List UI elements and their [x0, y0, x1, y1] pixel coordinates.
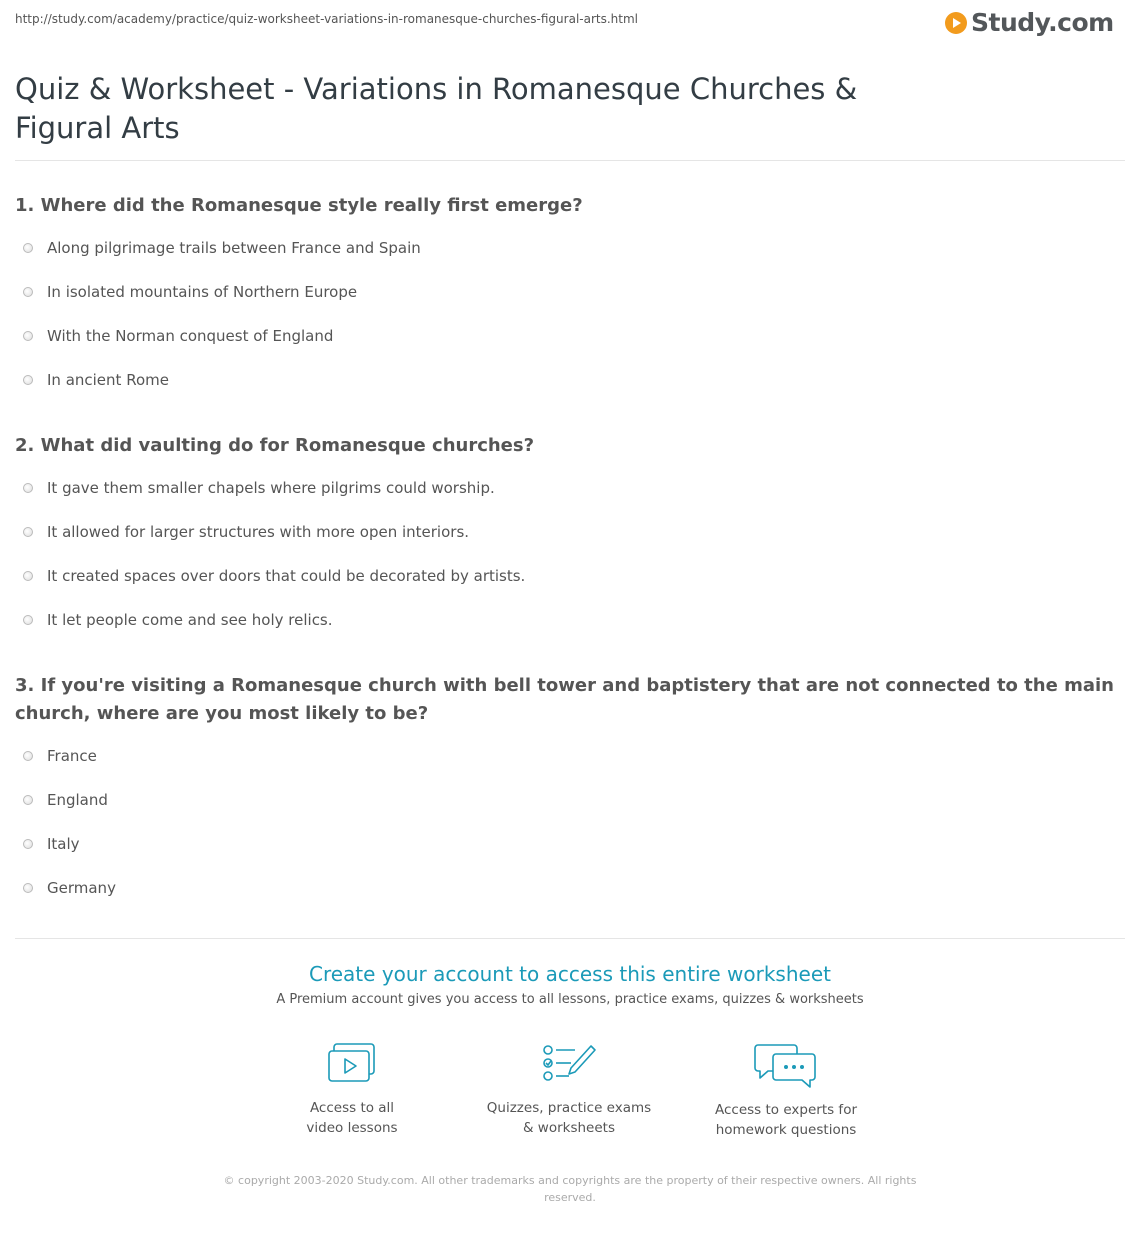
- answer-label: It let people come and see holy relics.: [47, 611, 333, 629]
- feature-quizzes: [474, 1042, 664, 1138]
- radio-button[interactable]: [23, 527, 33, 537]
- question-2: 2. What did vaulting do for Romanesque churches?: [15, 435, 535, 456]
- answer-label: France: [47, 747, 97, 765]
- page-url: http://study.com/academy/practice/quiz-worksheet-variations-in-romanesque-churches-figural-arts.html: [15, 12, 638, 26]
- feature-experts: [691, 1042, 881, 1140]
- question-3: 3. If you're visiting a Romanesque church with bell tower and baptistery that are not connected to the main church, where are you most likely to be?: [15, 675, 1114, 724]
- section-divider: [15, 938, 1125, 939]
- answer-label: It gave them smaller chapels where pilgrims could worship.: [47, 479, 495, 497]
- study-logo[interactable]: [945, 8, 1114, 37]
- feature-label: homework questions: [715, 1122, 857, 1138]
- answer-option[interactable]: [23, 835, 80, 853]
- answer-option[interactable]: [23, 479, 495, 497]
- answer-label: With the Norman conquest of England: [47, 327, 334, 345]
- feature-label: video lessons: [306, 1120, 398, 1136]
- answer-option[interactable]: [23, 371, 169, 389]
- answer-option[interactable]: [23, 523, 469, 541]
- answer-label: In isolated mountains of Northern Europe: [47, 283, 358, 301]
- copyright-text: © copyright 2003-2020 Study.com. All other trademarks and copyrights are the property of their respective owners. All rights reserved.: [223, 1174, 917, 1204]
- feature-label: Access to all: [309, 1100, 395, 1116]
- video-lessons-icon: [326, 1042, 378, 1086]
- radio-button[interactable]: [23, 839, 33, 849]
- logo-text: Study.com: [971, 8, 1114, 37]
- answer-label: In ancient Rome: [47, 371, 169, 389]
- cta-subtitle: A Premium account gives you access to all lessons, practice exams, quizzes & worksheets: [276, 992, 864, 1007]
- radio-button[interactable]: [23, 483, 33, 493]
- play-logo-icon: [945, 12, 967, 34]
- answer-option[interactable]: [23, 611, 333, 629]
- answer-label: Along pilgrimage trails between France and Spain: [47, 239, 421, 257]
- answer-label: England: [47, 791, 108, 809]
- radio-button[interactable]: [23, 287, 33, 297]
- question-1: 1. Where did the Romanesque style really first emerge?: [15, 195, 583, 216]
- feature-label: Quizzes, practice exams: [486, 1100, 652, 1116]
- answer-label: It created spaces over doors that could be decorated by artists.: [47, 567, 526, 585]
- radio-button[interactable]: [23, 795, 33, 805]
- radio-button[interactable]: [23, 375, 33, 385]
- feature-video-lessons: [257, 1042, 447, 1138]
- answer-option[interactable]: [23, 239, 421, 257]
- radio-button[interactable]: [23, 243, 33, 253]
- chat-bubbles-icon: [754, 1042, 818, 1088]
- feature-label: & worksheets: [522, 1120, 615, 1136]
- answer-option[interactable]: [23, 283, 357, 301]
- page-title: Quiz & Worksheet - Variations in Romanesque Churches & Figural Arts: [15, 72, 858, 145]
- answer-option[interactable]: [23, 327, 333, 345]
- radio-button[interactable]: [23, 615, 33, 625]
- answer-option[interactable]: [23, 747, 97, 765]
- radio-button[interactable]: [23, 571, 33, 581]
- answer-label: Germany: [47, 879, 116, 897]
- radio-button[interactable]: [23, 883, 33, 893]
- radio-button[interactable]: [23, 751, 33, 761]
- answer-option[interactable]: [23, 879, 116, 897]
- answer-option[interactable]: [23, 791, 108, 809]
- answer-label: Italy: [47, 835, 80, 853]
- title-divider: [15, 160, 1125, 161]
- answer-label: It allowed for larger structures with more open interiors.: [47, 523, 470, 541]
- radio-button[interactable]: [23, 331, 33, 341]
- answer-option[interactable]: [23, 567, 525, 585]
- feature-label: Access to experts for: [714, 1102, 857, 1118]
- create-account-link[interactable]: Create your account to access this entire worksheet: [309, 962, 831, 986]
- quiz-checklist-icon: [541, 1042, 597, 1086]
